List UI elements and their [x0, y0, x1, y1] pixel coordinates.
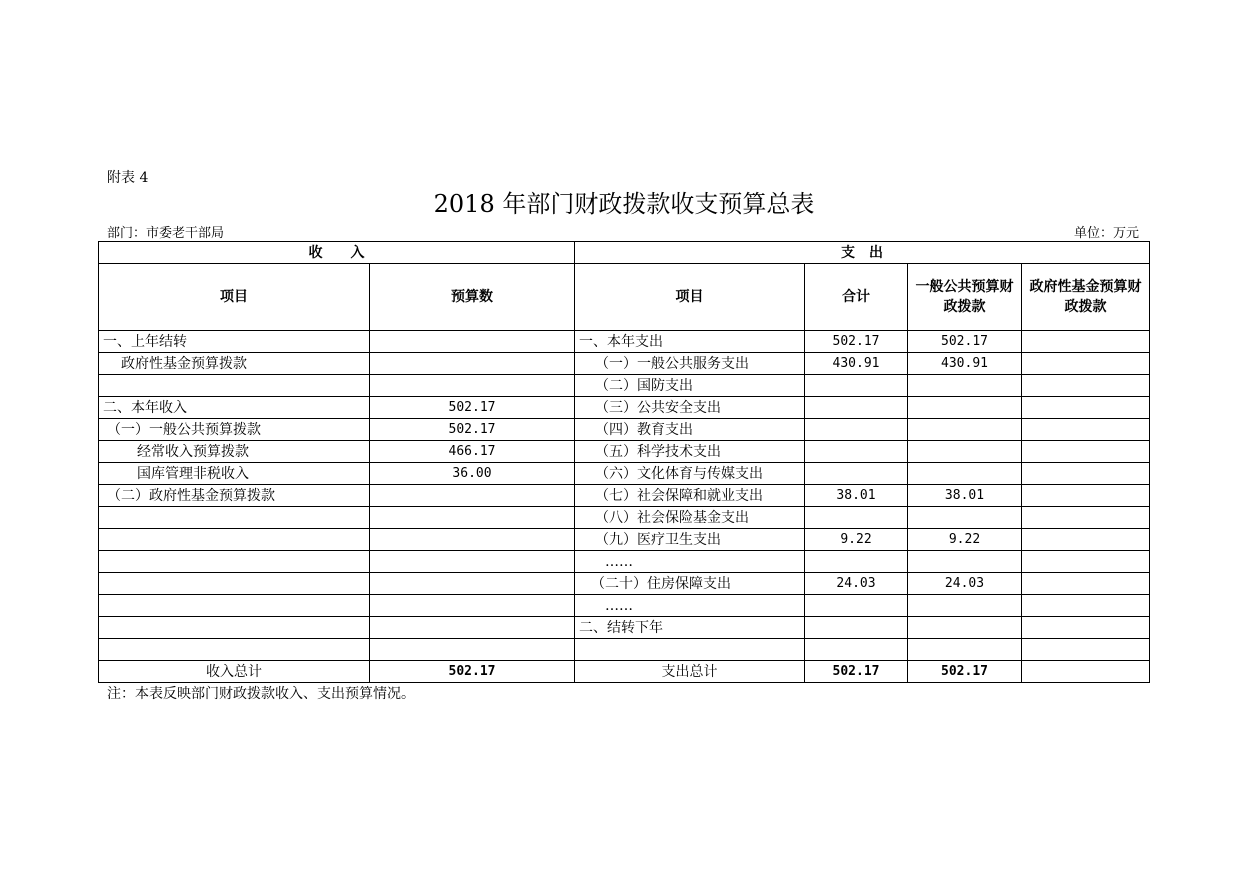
- table-row: [99, 639, 1150, 661]
- income-item-cell: 政府性基金预算拨款: [99, 353, 370, 375]
- income-item-cell: [99, 551, 370, 573]
- total-cell: [805, 617, 908, 639]
- income-budget-cell: [370, 529, 575, 551]
- total-cell: 38.01: [805, 485, 908, 507]
- income-item-cell: [99, 595, 370, 617]
- expense-item-cell: 二、结转下年: [575, 617, 805, 639]
- income-item-cell: 经常收入预算拨款: [99, 441, 370, 463]
- total-cell: [805, 639, 908, 661]
- expense-item-cell: （五）科学技术支出: [575, 441, 805, 463]
- table-row: [99, 441, 1150, 463]
- fund-cell: [1022, 639, 1150, 661]
- income-budget-cell: [370, 375, 575, 397]
- fund-cell: [1022, 507, 1150, 529]
- general-cell: [908, 463, 1022, 485]
- income-budget-cell: [370, 551, 575, 573]
- fund-cell: [1022, 463, 1150, 485]
- income-item-cell: 一、上年结转: [99, 331, 370, 353]
- general-cell: 9.22: [908, 529, 1022, 551]
- income-total-value: 502.17: [370, 661, 575, 683]
- general-cell: [908, 397, 1022, 419]
- table-row: [99, 617, 1150, 639]
- total-cell: [805, 397, 908, 419]
- fund-cell: [1022, 573, 1150, 595]
- income-budget-cell: [370, 639, 575, 661]
- total-cell: [805, 375, 908, 397]
- expense-total-value: 502.17: [805, 661, 908, 683]
- expense-item-cell: （一）一般公共服务支出: [575, 353, 805, 375]
- income-budget-cell: [370, 573, 575, 595]
- fund-cell: [1022, 397, 1150, 419]
- income-item-cell: [99, 375, 370, 397]
- general-cell: 24.03: [908, 573, 1022, 595]
- attachment-label: 附表 4: [107, 170, 149, 186]
- totals-row: [99, 661, 1150, 683]
- income-budget-cell: [370, 507, 575, 529]
- general-cell: [908, 507, 1022, 529]
- general-cell: 430.91: [908, 353, 1022, 375]
- expense-item-cell: ……: [575, 551, 805, 573]
- income-item-cell: 二、本年收入: [99, 397, 370, 419]
- income-budget-cell: 502.17: [370, 419, 575, 441]
- general-cell: [908, 639, 1022, 661]
- fund-cell: [1022, 441, 1150, 463]
- gov-fund-header: 政府性基金预算财政拨款: [1022, 264, 1150, 331]
- budget-table: [98, 241, 1150, 683]
- income-item-cell: （一）一般公共预算拨款: [99, 419, 370, 441]
- unit-label: 单位：万元: [1073, 226, 1139, 241]
- income-budget-cell: [370, 485, 575, 507]
- general-cell: 502.17: [908, 331, 1022, 353]
- table-row: [99, 595, 1150, 617]
- table-row: [99, 551, 1150, 573]
- income-item-cell: [99, 507, 370, 529]
- fund-cell: [1022, 375, 1150, 397]
- general-cell: [908, 595, 1022, 617]
- income-total-label: 收入总计: [99, 661, 370, 683]
- total-cell: [805, 419, 908, 441]
- income-budget-cell: 502.17: [370, 397, 575, 419]
- page-title: 2018 年部门财政拨款收支预算总表: [433, 190, 815, 218]
- expense-item-cell: （七）社会保障和就业支出: [575, 485, 805, 507]
- expense-item-cell: （八）社会保险基金支出: [575, 507, 805, 529]
- income-budget-cell: 466.17: [370, 441, 575, 463]
- fund-cell: [1022, 419, 1150, 441]
- table-row: [99, 529, 1150, 551]
- general-cell: [908, 419, 1022, 441]
- total-cell: 502.17: [805, 331, 908, 353]
- section-header-row: [99, 242, 1150, 264]
- expense-item-cell: （四）教育支出: [575, 419, 805, 441]
- expense-item-cell: （三）公共安全支出: [575, 397, 805, 419]
- total-header: 合计: [805, 264, 908, 331]
- footnote: 注：本表反映部门财政拨款收入、支出预算情况。: [107, 686, 415, 702]
- income-budget-cell: [370, 353, 575, 375]
- total-cell: [805, 463, 908, 485]
- general-total-value: 502.17: [908, 661, 1022, 683]
- expense-item-cell: （九）医疗卫生支出: [575, 529, 805, 551]
- general-cell: [908, 441, 1022, 463]
- table-row: [99, 419, 1150, 441]
- fund-cell: [1022, 353, 1150, 375]
- total-cell: 9.22: [805, 529, 908, 551]
- total-cell: 24.03: [805, 573, 908, 595]
- total-cell: 430.91: [805, 353, 908, 375]
- general-cell: [908, 375, 1022, 397]
- expense-section-header: 支 出: [575, 242, 1150, 264]
- income-item-cell: [99, 529, 370, 551]
- fund-total-value: [1022, 661, 1150, 683]
- income-item-header: 项目: [99, 264, 370, 331]
- income-budget-cell: [370, 617, 575, 639]
- expense-item-cell: （二）国防支出: [575, 375, 805, 397]
- expense-item-header: 项目: [575, 264, 805, 331]
- fund-cell: [1022, 551, 1150, 573]
- general-public-header: 一般公共预算财政拨款: [908, 264, 1022, 331]
- general-cell: [908, 617, 1022, 639]
- table-row: [99, 353, 1150, 375]
- table-row: [99, 463, 1150, 485]
- column-header-row: [99, 264, 1150, 331]
- total-cell: [805, 507, 908, 529]
- department-label: 部门：市委老干部局: [107, 226, 225, 241]
- expense-item-cell: （六）文化体育与传媒支出: [575, 463, 805, 485]
- income-item-cell: （二）政府性基金预算拨款: [99, 485, 370, 507]
- general-cell: 38.01: [908, 485, 1022, 507]
- income-budget-cell: 36.00: [370, 463, 575, 485]
- fund-cell: [1022, 485, 1150, 507]
- income-item-cell: [99, 617, 370, 639]
- total-cell: [805, 441, 908, 463]
- table-row: [99, 331, 1150, 353]
- total-cell: [805, 551, 908, 573]
- fund-cell: [1022, 331, 1150, 353]
- total-cell: [805, 595, 908, 617]
- income-section-header: 收 入: [99, 242, 575, 264]
- expense-item-cell: 一、本年支出: [575, 331, 805, 353]
- expense-item-cell: ……: [575, 595, 805, 617]
- income-item-cell: 国库管理非税收入: [99, 463, 370, 485]
- table-row: [99, 507, 1150, 529]
- fund-cell: [1022, 617, 1150, 639]
- table-row: [99, 573, 1150, 595]
- income-budget-cell: [370, 331, 575, 353]
- table-row: [99, 397, 1150, 419]
- table-row: [99, 485, 1150, 507]
- fund-cell: [1022, 529, 1150, 551]
- expense-item-cell: （二十）住房保障支出: [575, 573, 805, 595]
- table-row: [99, 375, 1150, 397]
- income-budget-cell: [370, 595, 575, 617]
- income-item-cell: [99, 573, 370, 595]
- income-item-cell: [99, 639, 370, 661]
- fund-cell: [1022, 595, 1150, 617]
- income-budget-header: 预算数: [370, 264, 575, 331]
- general-cell: [908, 551, 1022, 573]
- expense-total-label: 支出总计: [575, 661, 805, 683]
- expense-item-cell: [575, 639, 805, 661]
